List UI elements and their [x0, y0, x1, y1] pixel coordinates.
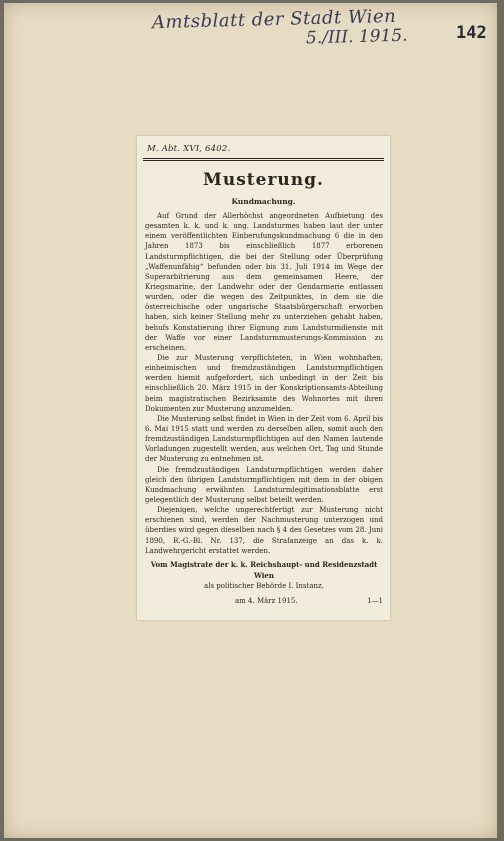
newspaper-clipping — [137, 136, 390, 620]
page-number: 142 — [456, 23, 487, 43]
paragraph: Diejenigen, welche ungerechtfertigt zur Musterung nicht erschienen sind, werden der Nachmusterung unterzogen und überdies wird gegen dieselben nach § 4 des Gesetzes vom 28. Juni 1890, R.-G.-Bl. Nr. 137, die Strafanzeige an das k. k. Landwehrgericht erstattet werden. — [145, 506, 383, 555]
authority-instance: als politischer Behörde I. Instanz, — [204, 582, 324, 590]
signature-block — [145, 560, 383, 606]
department-reference: M. Abt. XVI, 6402. — [147, 144, 231, 154]
announcement-heading: Musterung. — [203, 170, 324, 190]
announcement-body — [145, 211, 383, 556]
handwritten-source-note: Amtsblatt der Stadt Wien — [151, 5, 397, 34]
handwritten-date: 5./III. 1915. — [305, 25, 408, 49]
top-divider-double — [143, 160, 384, 161]
announcement-subheading: Kundmachung. — [231, 197, 296, 206]
print-code: 1—1 — [367, 596, 383, 605]
top-divider — [143, 158, 384, 159]
paragraph: Auf Grund der Allerhöchst angeordneten Aufbietung des gesamten k. k. und k. ung. Landsturmes haben laut der unter einem veröffentlichten Einberufungskundmachung 6 die in den Jahren 1873 bis einschließlich 1877 erborenen Landsturmpflichtigen, die bei der Stellung oder Überprüfung „Waffenunfähig“ befunden oder bis 31. Juli 1914 im Wege der Superarbitrierung aus dem gemeinsamen Heere, der Kriegsmarine, der Landwehr oder der Gendarmerie entlassen wurden, oder die wegen des Zeitpunktes, in dem sie die österreichische oder ungarische Staatsbürgerschaft erworben haben, sich keiner Stellung mehr zu unterziehen gehabt haben, behufs Konstatierung ihrer Eignung zum Landsturmdienste mit der Waffe vor einer Landsturmmusterungs-Kommission zu erscheinen. — [145, 212, 383, 352]
paragraph: Die Musterung selbst findet in Wien in der Zeit vom 6. April bis 6. Mai 1915 statt und werden zu derselben allen, somit auch den fremdzuständigen Landsturmpflichtigen auf den Namen lautende Vorladungen zugestellt werden, aus welchen Ort, Tag und Stunde der Musterung zu entnehmen ist. — [145, 414, 383, 464]
paragraph: Die fremdzuständigen Landsturmpflichtigen werden daher gleich den übrigen Landsturmpflichtigen mit dem in der obigen Kundmachung erwähnten Landsturmlegitimationsblatte erst gelegentlich der Musterung selbst beteilt werden. — [145, 465, 383, 504]
issue-date: am 4. März 1915. — [235, 596, 298, 605]
paragraph: Die zur Musterung verpflichteten, in Wien wohnhaften, einheimischen und fremdzuständigen Landsturmpflichtigen werden hiemit aufgefordert, sich unbedingt in der Zeit bis einschließlich 20. März 1915 in der Konskriptionsamts-Abteilung beim magistratischen Bezirksamte des Wohnortes mit ihren Dokumenten zur Musterung anzumelden. — [145, 353, 383, 413]
issuing-authority: Vom Magistrate der k. k. Reichshaupt- und Residenzstadt Wien — [150, 560, 378, 580]
